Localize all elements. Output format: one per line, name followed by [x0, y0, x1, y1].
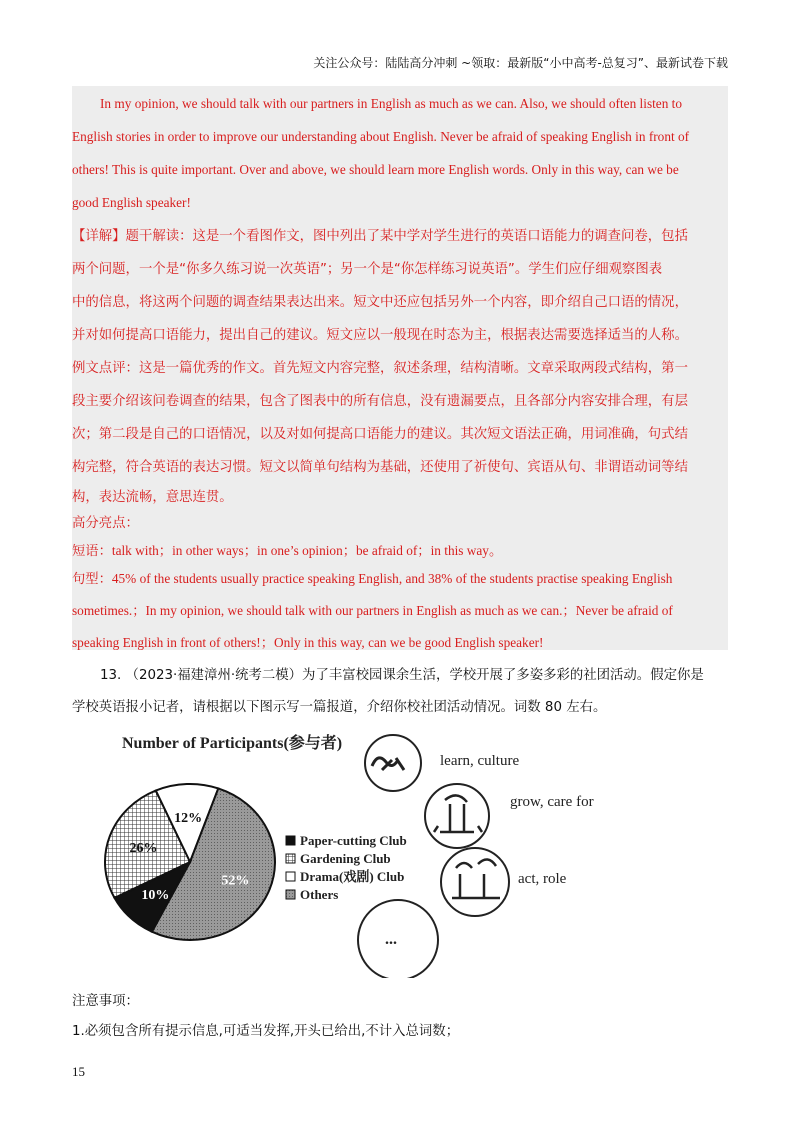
page-number: 15 [72, 1064, 85, 1079]
slice-label: 52% [221, 873, 250, 889]
legend-label: Gardening Club [300, 851, 391, 866]
legend-swatch [286, 890, 295, 899]
detail-line: 段主要介绍该问卷调查的结果，包含了图表中的所有信息，没有遗漏要点，且各部分内容安排合理，有层 [72, 394, 688, 409]
detail-line: 中的信息，将这两个问题的调查结果表达出来。短文中还应包括另外一个内容，即介绍自己口语的情况， [72, 295, 688, 310]
essay-line: In my opinion, we should talk with our partners in English as much as we can. Also, we should often listen to [100, 96, 683, 111]
bubble-grow [425, 784, 594, 848]
bubble-label: ... [385, 931, 397, 948]
detail-line: 构完整，符合英语的表达习惯。短文以简单句结构为基础，还使用了祈使句、宾语从句、非谓语动词等结 [72, 460, 688, 475]
slice-label: 26% [129, 840, 158, 856]
detail-line: 两个问题，一个是“你多久练习说一次英语”；另一个是“你怎样练习说英语”。学生们应仔细观察图表 [72, 262, 663, 277]
question-line: 学校英语报小记者，请根据以下图示写一篇报道，介绍你校社团活动情况。词数 80 左右。 [72, 700, 607, 715]
legend-label: Others [300, 887, 339, 902]
phrases-line: 短语：talk with；in other ways；in one’s opinion；be afraid of；in this way。 [72, 543, 503, 558]
detail-line: 并对如何提高口语能力，提出自己的建议。短文应以一般现在时态为主，根据表达需要选择适当的人称。 [72, 328, 688, 343]
notes-title: 注意事项： [72, 994, 139, 1009]
bubble-learn [365, 735, 519, 791]
page-header: 关注公众号：陆陆高分冲刺 ~领取：最新版“小中高考-总复习”、最新试卷下载 [313, 56, 728, 70]
bubble-label: learn, culture [440, 753, 520, 769]
slice-label: 10% [141, 888, 170, 904]
detail-line: 次；第二段是自己的口语情况，以及对如何提高口语能力的建议。其次短文语法正确，用词准确，句式结 [72, 427, 688, 442]
legend-swatch [286, 854, 295, 863]
slice-label: 12% [174, 810, 203, 826]
pie-slices [105, 784, 275, 940]
note-item: 1.必须包含所有提示信息,可适当发挥,开头已给出,不计入总词数； [72, 1024, 460, 1039]
detail-line: 例文点评：这是一篇优秀的作文。首先短文内容完整，叙述条理，结构清晰。文章采取两段式结构，第一 [72, 361, 688, 376]
chart-title: Number of Participants(参与者) [122, 735, 343, 752]
legend-label: Drama(戏剧) Club [300, 869, 405, 884]
highlights-title: 高分亮点： [72, 516, 139, 531]
bubble-label: grow, care for [510, 794, 594, 810]
essay-line: good English speaker! [72, 195, 191, 210]
sentences-line: 句型：45% of the students usually practice speaking English, and 38% of the students practise speaking English [72, 571, 673, 586]
chart-legend [286, 833, 407, 902]
legend-swatch [286, 836, 295, 845]
bubble-act [441, 848, 567, 916]
essay-line: others! This is quite important. Over and above, we should learn more English words. Only in this way, can we be [72, 162, 679, 177]
legend-label: Paper-cutting Club [300, 833, 407, 848]
detail-line: 【详解】题干解读：这是一个看图作文，图中列出了某中学对学生进行的英语口语能力的调查问卷，包括 [72, 229, 688, 244]
pie-chart-figure [100, 728, 630, 978]
essay-line: English stories in order to improve our understanding about English. Never be afraid of speaking English in front of [72, 129, 690, 144]
bubble-label: act, role [518, 871, 567, 887]
sentences-line: speaking English in front of others!；Only in this way, can we be good English speaker! [72, 635, 544, 650]
sentences-line: sometimes.；In my opinion, we should talk with our partners in English as much as we can.；Never be afraid of [72, 603, 673, 618]
detail-line: 构，表达流畅，意思连贯。 [72, 490, 233, 505]
pie-chart [100, 728, 630, 978]
bubble-others [358, 900, 438, 978]
question-line: 13. （2023·福建漳州·统考二模）为了丰富校园课余生活，学校开展了多姿多彩的社团活动。假定你是 [100, 668, 704, 683]
legend-swatch [286, 872, 295, 881]
